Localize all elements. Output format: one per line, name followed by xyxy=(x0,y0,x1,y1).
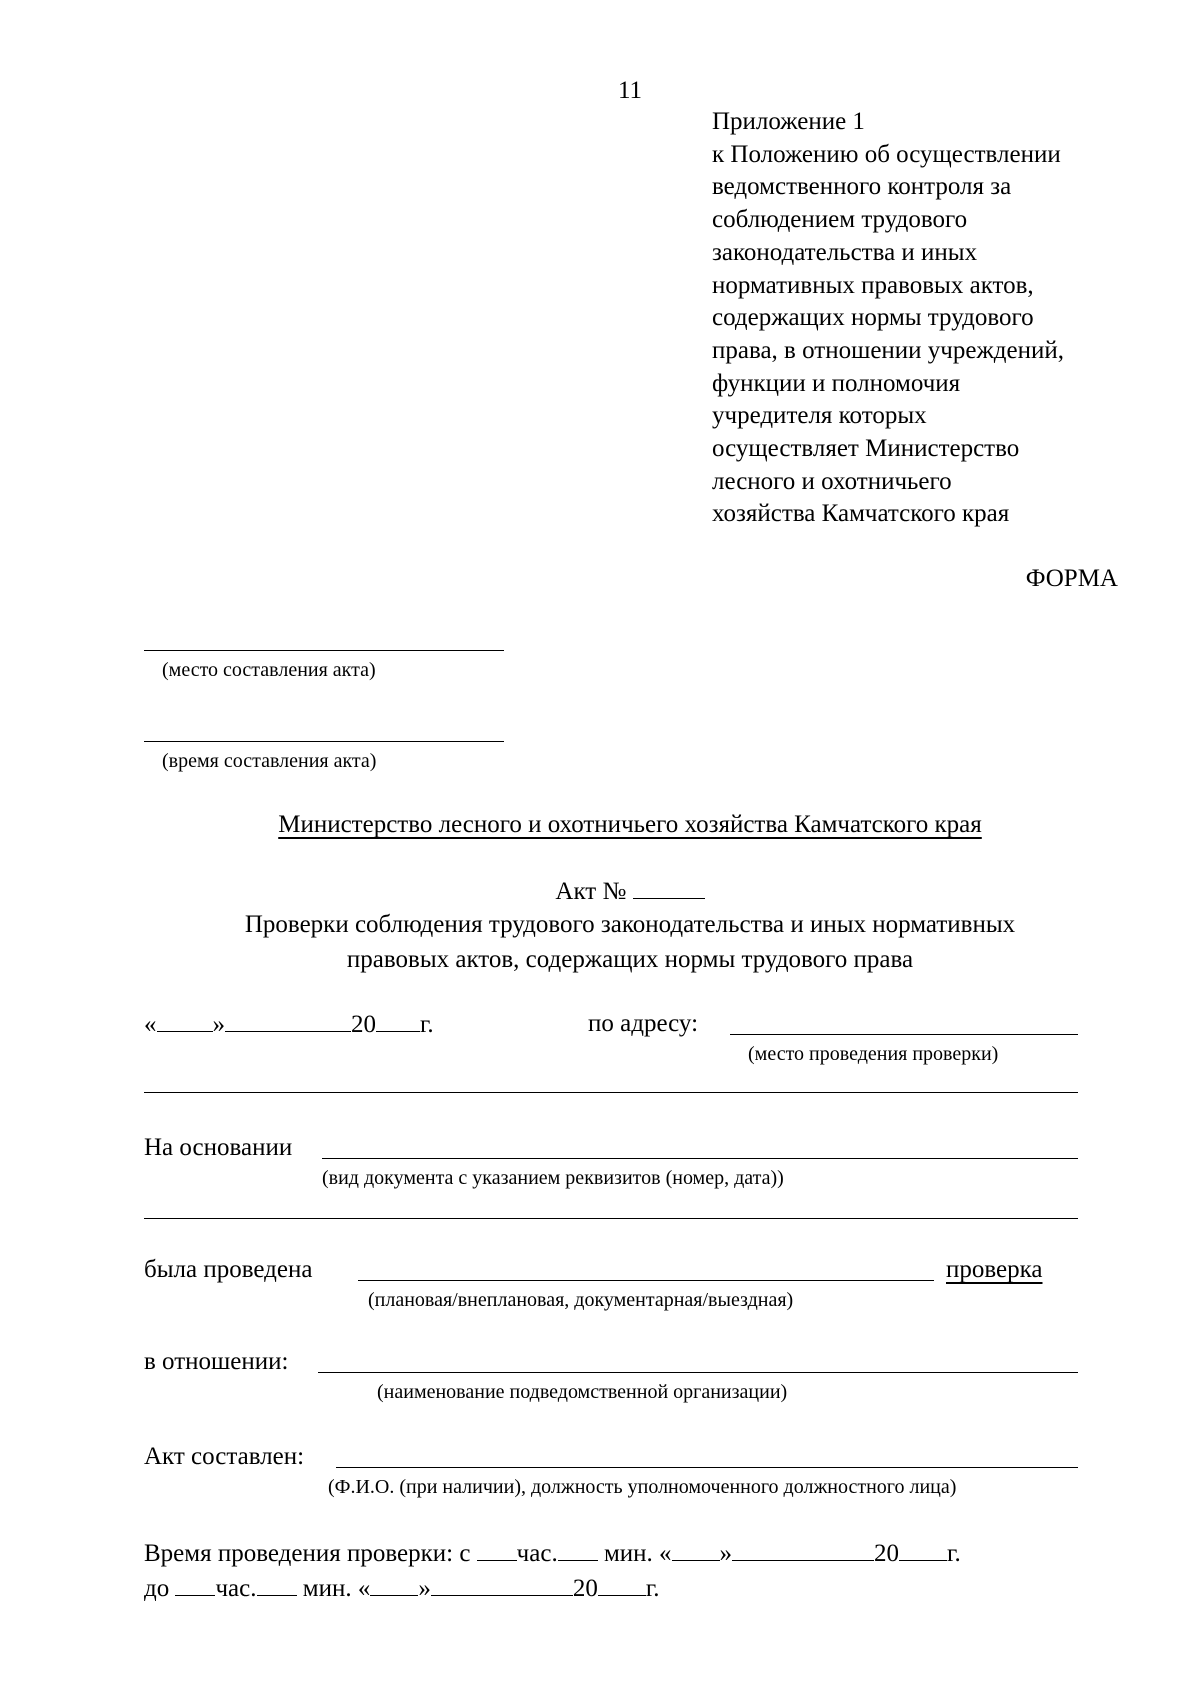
act-date xyxy=(144,1009,434,1040)
start-hour-blank[interactable] xyxy=(477,1538,517,1561)
ministry-name-text: Министерство лесного и охотничьего хозяйства Камчатского края xyxy=(278,811,982,838)
appendix-line: к Положению об осуществлении xyxy=(712,140,1061,168)
minutes-label: мин. xyxy=(603,1540,653,1567)
open-quote: « xyxy=(144,1011,157,1038)
act-title-line2: правовых актов, содержащих нормы трудового права xyxy=(346,946,914,973)
appendix-line: осуществляет Министерство xyxy=(712,435,1020,463)
appendix-line: ведомственного контроля за xyxy=(712,173,1012,201)
year-prefix: 20 xyxy=(874,1540,900,1567)
appendix-line: лесного и охотничьего xyxy=(712,467,952,495)
act-number-blank[interactable] xyxy=(633,876,705,899)
until-label: до xyxy=(144,1575,170,1602)
compiled-label: Акт составлен: xyxy=(144,1443,305,1470)
official-line[interactable] xyxy=(336,1467,1078,1468)
appendix-line: соблюдением трудового xyxy=(712,206,968,234)
start-day-blank[interactable] xyxy=(672,1538,720,1561)
time-of-act-caption: (время составления акта) xyxy=(162,750,377,772)
inspection-time-start xyxy=(144,1538,961,1569)
inspection-word xyxy=(946,1255,1043,1285)
start-month-blank[interactable] xyxy=(732,1538,874,1561)
inspection-type-caption: (плановая/внеплановая, документарная/выездная) xyxy=(368,1289,794,1311)
page-number: 11 xyxy=(617,77,643,104)
official-caption: (Ф.И.О. (при наличии), должность уполномоченного должностного лица) xyxy=(328,1476,957,1498)
inspection-place-caption: (место проведения проверки) xyxy=(748,1043,999,1065)
appendix-line: функции и полномочия xyxy=(712,369,961,397)
address-line[interactable] xyxy=(730,1034,1078,1035)
organization-caption: (наименование подведомственной организации) xyxy=(377,1381,788,1403)
ministry-name xyxy=(0,810,1200,840)
form-label: ФОРМА xyxy=(1025,565,1118,592)
year-blank[interactable] xyxy=(376,1009,420,1032)
basis-label: На основании xyxy=(144,1134,293,1161)
open-quote: « xyxy=(357,1575,371,1602)
act-number xyxy=(0,876,1200,907)
place-of-act-line[interactable] xyxy=(144,650,504,651)
time-of-act-line[interactable] xyxy=(144,741,504,742)
inspection-time-end xyxy=(144,1573,660,1604)
appendix-line: учредителя которых xyxy=(712,402,927,430)
act-number-label: Акт № xyxy=(555,878,627,905)
basis-line[interactable] xyxy=(322,1158,1078,1159)
start-year-blank[interactable] xyxy=(899,1538,947,1561)
organization-line[interactable] xyxy=(318,1372,1078,1373)
appendix-line: нормативных правовых актов, xyxy=(712,271,1034,299)
month-blank[interactable] xyxy=(225,1009,351,1032)
appendix-line: хозяйства Камчатского края xyxy=(712,500,1010,528)
open-quote: « xyxy=(659,1540,672,1567)
close-quote: » xyxy=(418,1575,431,1602)
year-suffix: г. xyxy=(645,1575,660,1602)
appendix-line: законодательства и иных xyxy=(712,238,978,266)
place-of-act-caption: (место составления акта) xyxy=(162,659,376,681)
appendix-line: содержащих нормы трудового xyxy=(712,304,1034,332)
year-suffix: г. xyxy=(947,1540,961,1567)
hours-label: час. xyxy=(516,1540,558,1567)
year-prefix: 20 xyxy=(572,1575,598,1602)
end-hour-blank[interactable] xyxy=(175,1573,215,1596)
end-day-blank[interactable] xyxy=(370,1573,418,1596)
conducted-label: была проведена xyxy=(144,1256,313,1283)
inspection-type-line[interactable] xyxy=(358,1280,934,1281)
minutes-label: мин. xyxy=(302,1575,352,1602)
inspection-word-text: проверка xyxy=(946,1256,1043,1283)
document-type-caption: (вид документа с указанием реквизитов (номер, дата)) xyxy=(322,1167,784,1189)
appendix-line: Приложение 1 xyxy=(712,108,865,135)
close-quote: » xyxy=(212,1011,225,1038)
close-quote: » xyxy=(719,1540,733,1567)
start-minute-blank[interactable] xyxy=(558,1538,598,1561)
day-blank[interactable] xyxy=(157,1009,213,1032)
basis-continuation-line[interactable] xyxy=(144,1218,1078,1219)
act-title-line1: Проверки соблюдения трудового законодательства и иных нормативных xyxy=(244,911,1016,938)
appendix-header xyxy=(712,106,1152,531)
year-prefix: 20 xyxy=(351,1011,376,1038)
regarding-label: в отношении: xyxy=(144,1348,289,1375)
address-continuation-line[interactable] xyxy=(144,1092,1078,1093)
hours-label: час. xyxy=(215,1575,257,1602)
end-minute-blank[interactable] xyxy=(257,1573,297,1596)
address-label: по адресу: xyxy=(588,1010,699,1037)
inspection-time-label: Время проведения проверки: с xyxy=(144,1540,471,1567)
year-suffix: г. xyxy=(420,1011,434,1038)
end-month-blank[interactable] xyxy=(431,1573,573,1596)
end-year-blank[interactable] xyxy=(598,1573,646,1596)
appendix-line: права, в отношении учреждений, xyxy=(712,336,1064,364)
